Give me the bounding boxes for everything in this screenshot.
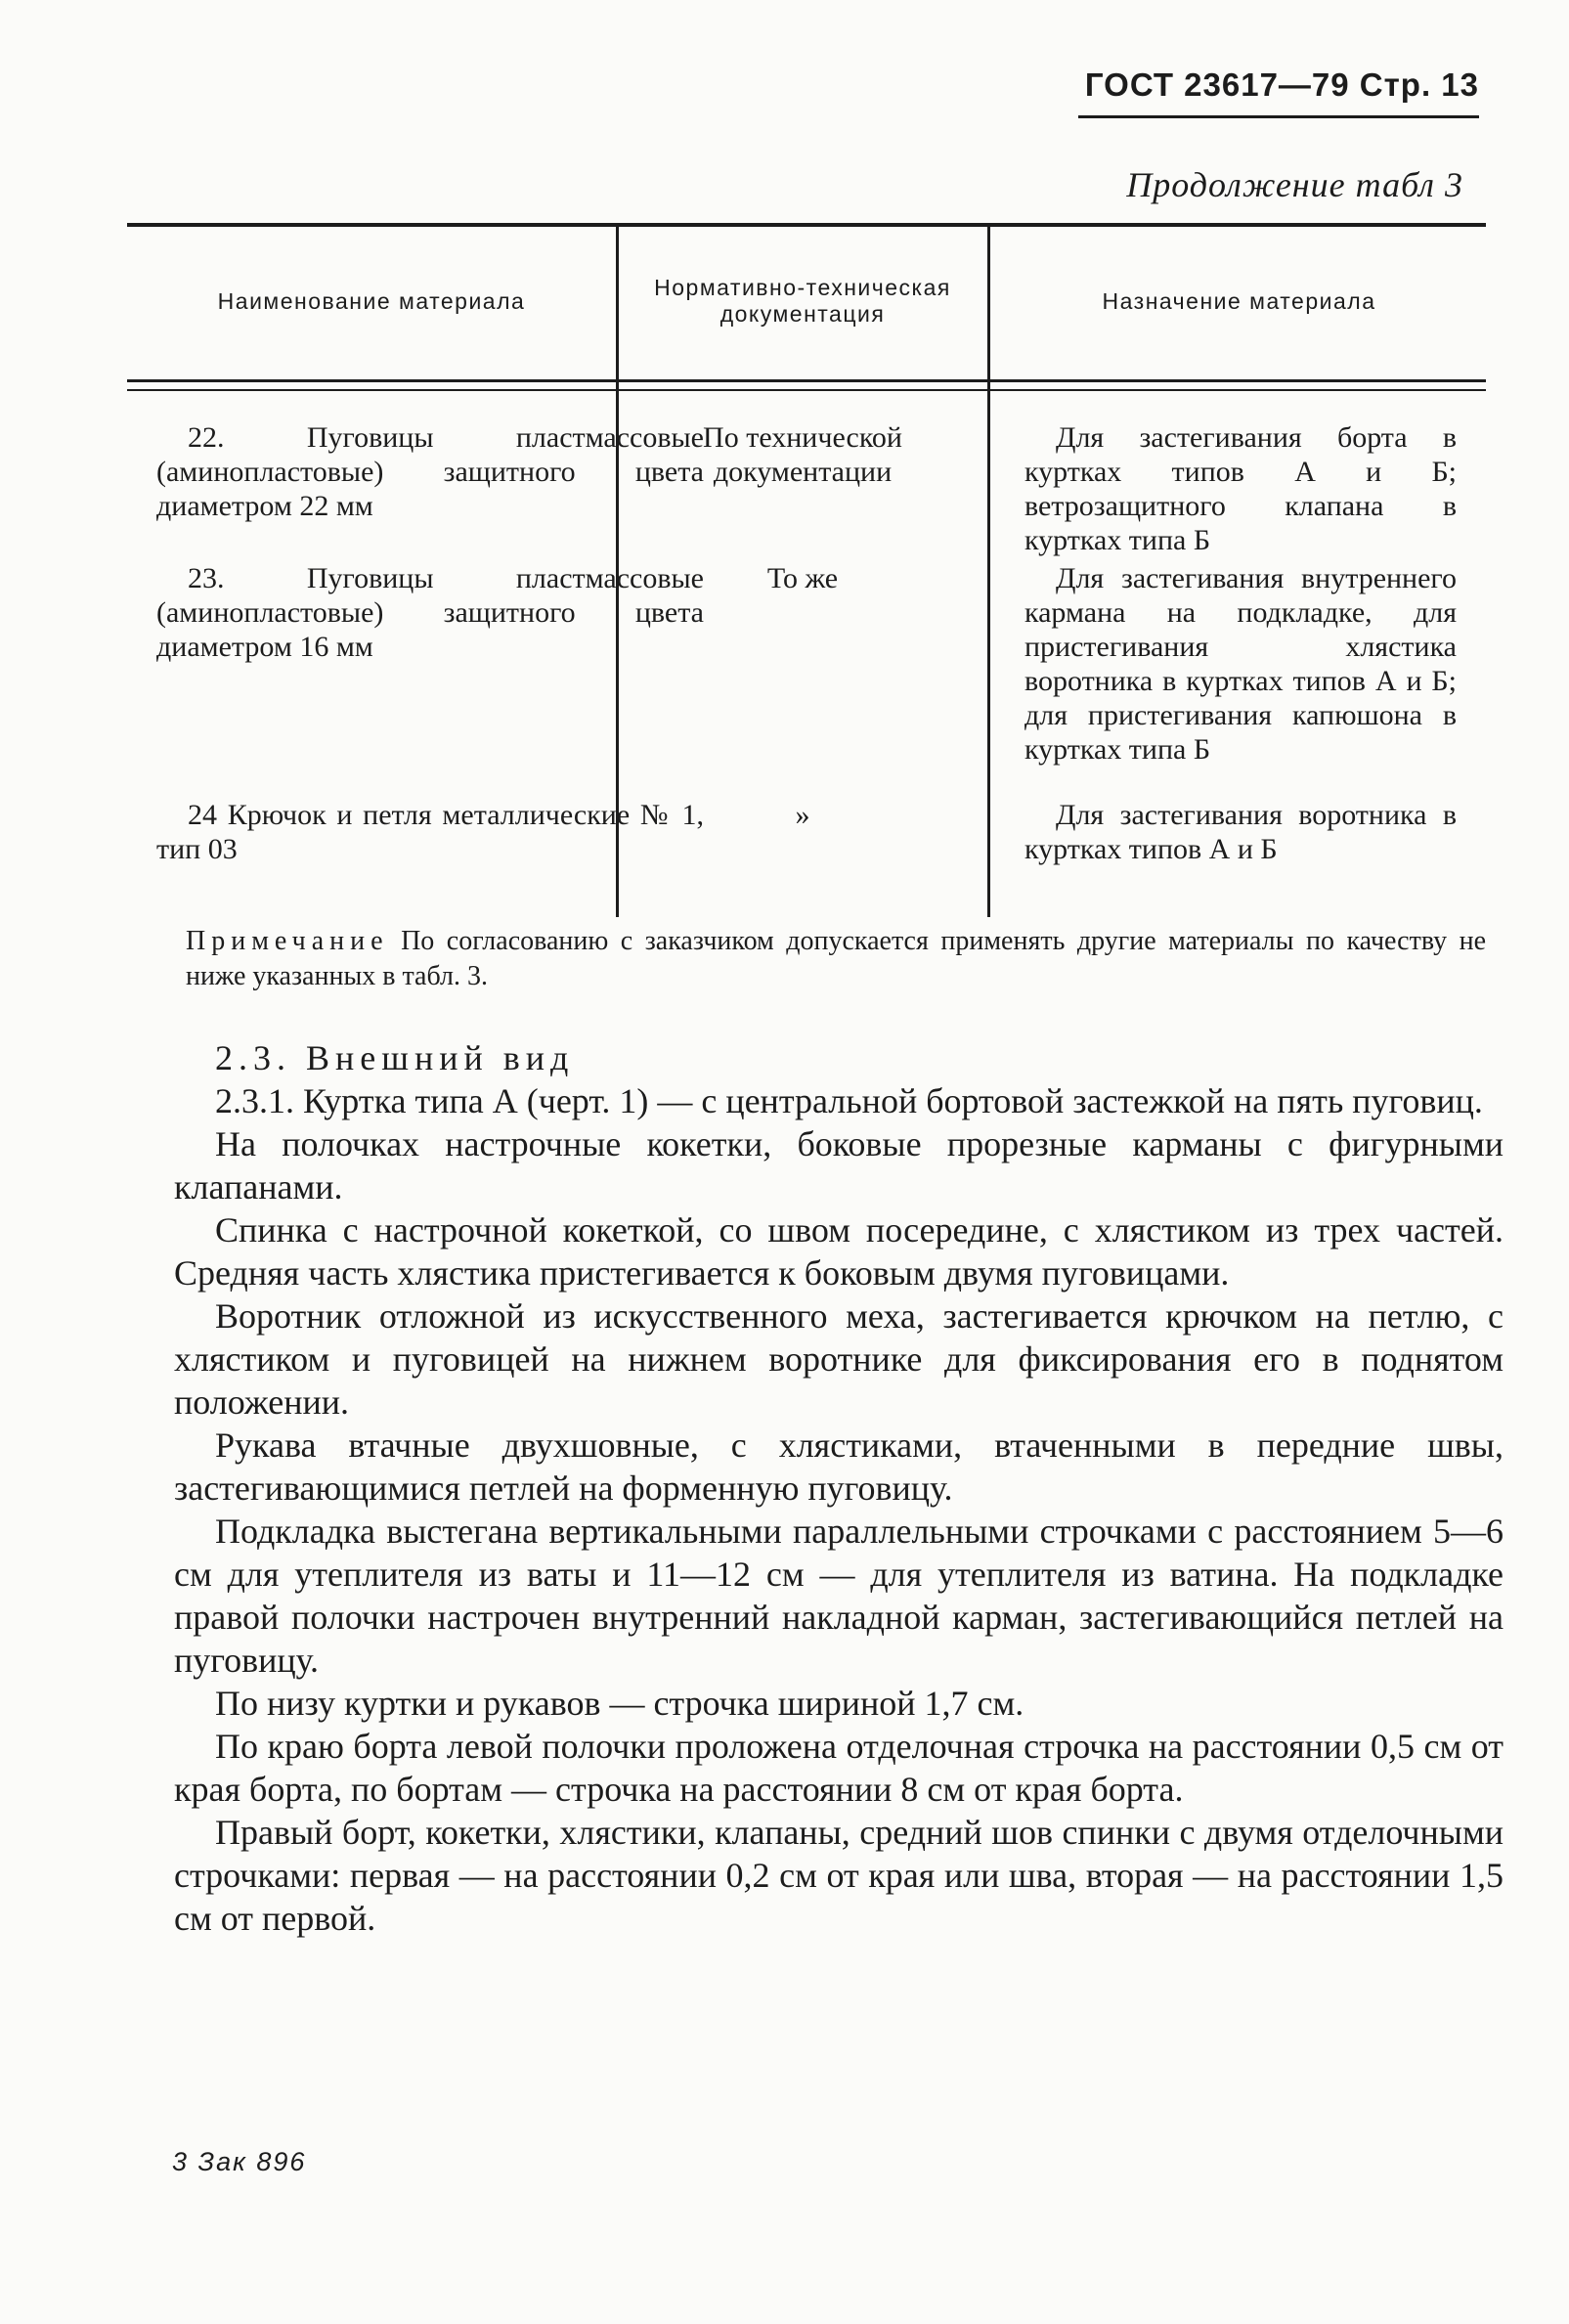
table-row-22-doc: По технической документации — [703, 421, 902, 488]
paragraph: На полочках настрочные кокетки, боковые прорезные карманы с фигурными клапанами. — [174, 1124, 1504, 1206]
paragraph: Правый борт, кокетки, хлястики, клапаны, средний шов спинки с двумя отделочными строчками: первая — на расстоянии 0,2 см от края или шва, вторая — на расстоянии 1,5 см от первой. — [174, 1813, 1504, 1938]
page-header: ГОСТ 23617—79 Стр. 13 — [1084, 66, 1479, 103]
note-label: Примечание — [186, 926, 389, 956]
table-row-22-name: 22. Пуговицы пластмассовые (аминопластовые) защитного цвета диаметром 22 мм — [156, 421, 704, 522]
paragraph: По низу куртки и рукавов — строчка шириной 1,7 см. — [215, 1684, 1024, 1723]
paragraph: Подкладка выстегана вертикальными параллельными строчками с расстоянием 5—6 см для утеплителя из ваты и 11—12 см — для утеплителя из ватина. На подкладке правой полочки настрочен внутренний накладной карман, застегивающийся петлей на пуговицу. — [174, 1512, 1504, 1680]
table-row-24-purpose: Для застегивания воротника в куртках типов А и Б — [1024, 799, 1457, 865]
column-header-purpose: Назначение материала — [1102, 287, 1376, 314]
paragraph: 2.3.1. Куртка типа А (черт. 1) — с центральной бортовой застежкой на пять пуговиц. — [215, 1081, 1483, 1120]
section-heading: 2.3. Внешний вид — [215, 1038, 575, 1077]
table-header-rule — [127, 379, 1486, 382]
table-row-23-name: 23. Пуговицы пластмассовые (аминопластовые) защитного цвета диаметром 16 мм — [156, 562, 704, 663]
column-divider — [987, 223, 990, 917]
table-row-23-purpose: Для застегивания внутреннего кармана на подкладке, для пристегивания хлястика воротника в куртках типов А и Б; для пристегивания капюшона в куртках типа Б — [1024, 562, 1457, 766]
header-rule — [1078, 115, 1479, 118]
note-text: По согласованию с заказчиком допускается применять другие материалы по качеству не ниже указанных в табл. 3. — [186, 926, 1487, 991]
materials-table — [127, 223, 1486, 917]
table-row-23-doc: То же — [766, 562, 839, 594]
paragraph: По краю борта левой полочки проложена отделочная строчка на расстоянии 0,5 см от края борта, по бортам — строчка на расстоянии 8 см от края борта. — [174, 1727, 1504, 1809]
page-footer: 3 Зак 896 — [172, 2147, 307, 2176]
column-header-name: Наименование материала — [217, 287, 526, 314]
column-header-doc: Нормативно-техническая документация — [654, 275, 951, 327]
table-row-22-purpose: Для застегивания борта в куртках типов А и Б; ветрозащитного клапана в куртках типа Б — [1024, 421, 1457, 556]
paragraph: Рукава втачные двухшовные, с хлястиками, втаченными в передние швы, застегивающимися петлей на форменную пуговицу. — [174, 1425, 1504, 1508]
table-row-24-doc: » — [795, 799, 810, 831]
section-appearance — [174, 1036, 1504, 1940]
paragraph: Спинка с настрочной кокеткой, со швом посередине, с хлястиком из трех частей. Средняя часть хлястика пристегивается к боковым двумя пуговицами. — [174, 1210, 1504, 1293]
table-row-24-name: 24 Крючок и петля металлические № 1, тип 03 — [156, 799, 704, 865]
table-caption: Продолжение табл 3 — [1126, 165, 1463, 204]
table-header-rule-double — [127, 389, 1486, 391]
paragraph: Воротник отложной из искусственного меха, застегивается крючком на петлю, с хлястиком и пуговицей на нижнем воротнике для фиксирования его в поднятом положении. — [174, 1296, 1504, 1422]
table-note — [186, 924, 1486, 994]
